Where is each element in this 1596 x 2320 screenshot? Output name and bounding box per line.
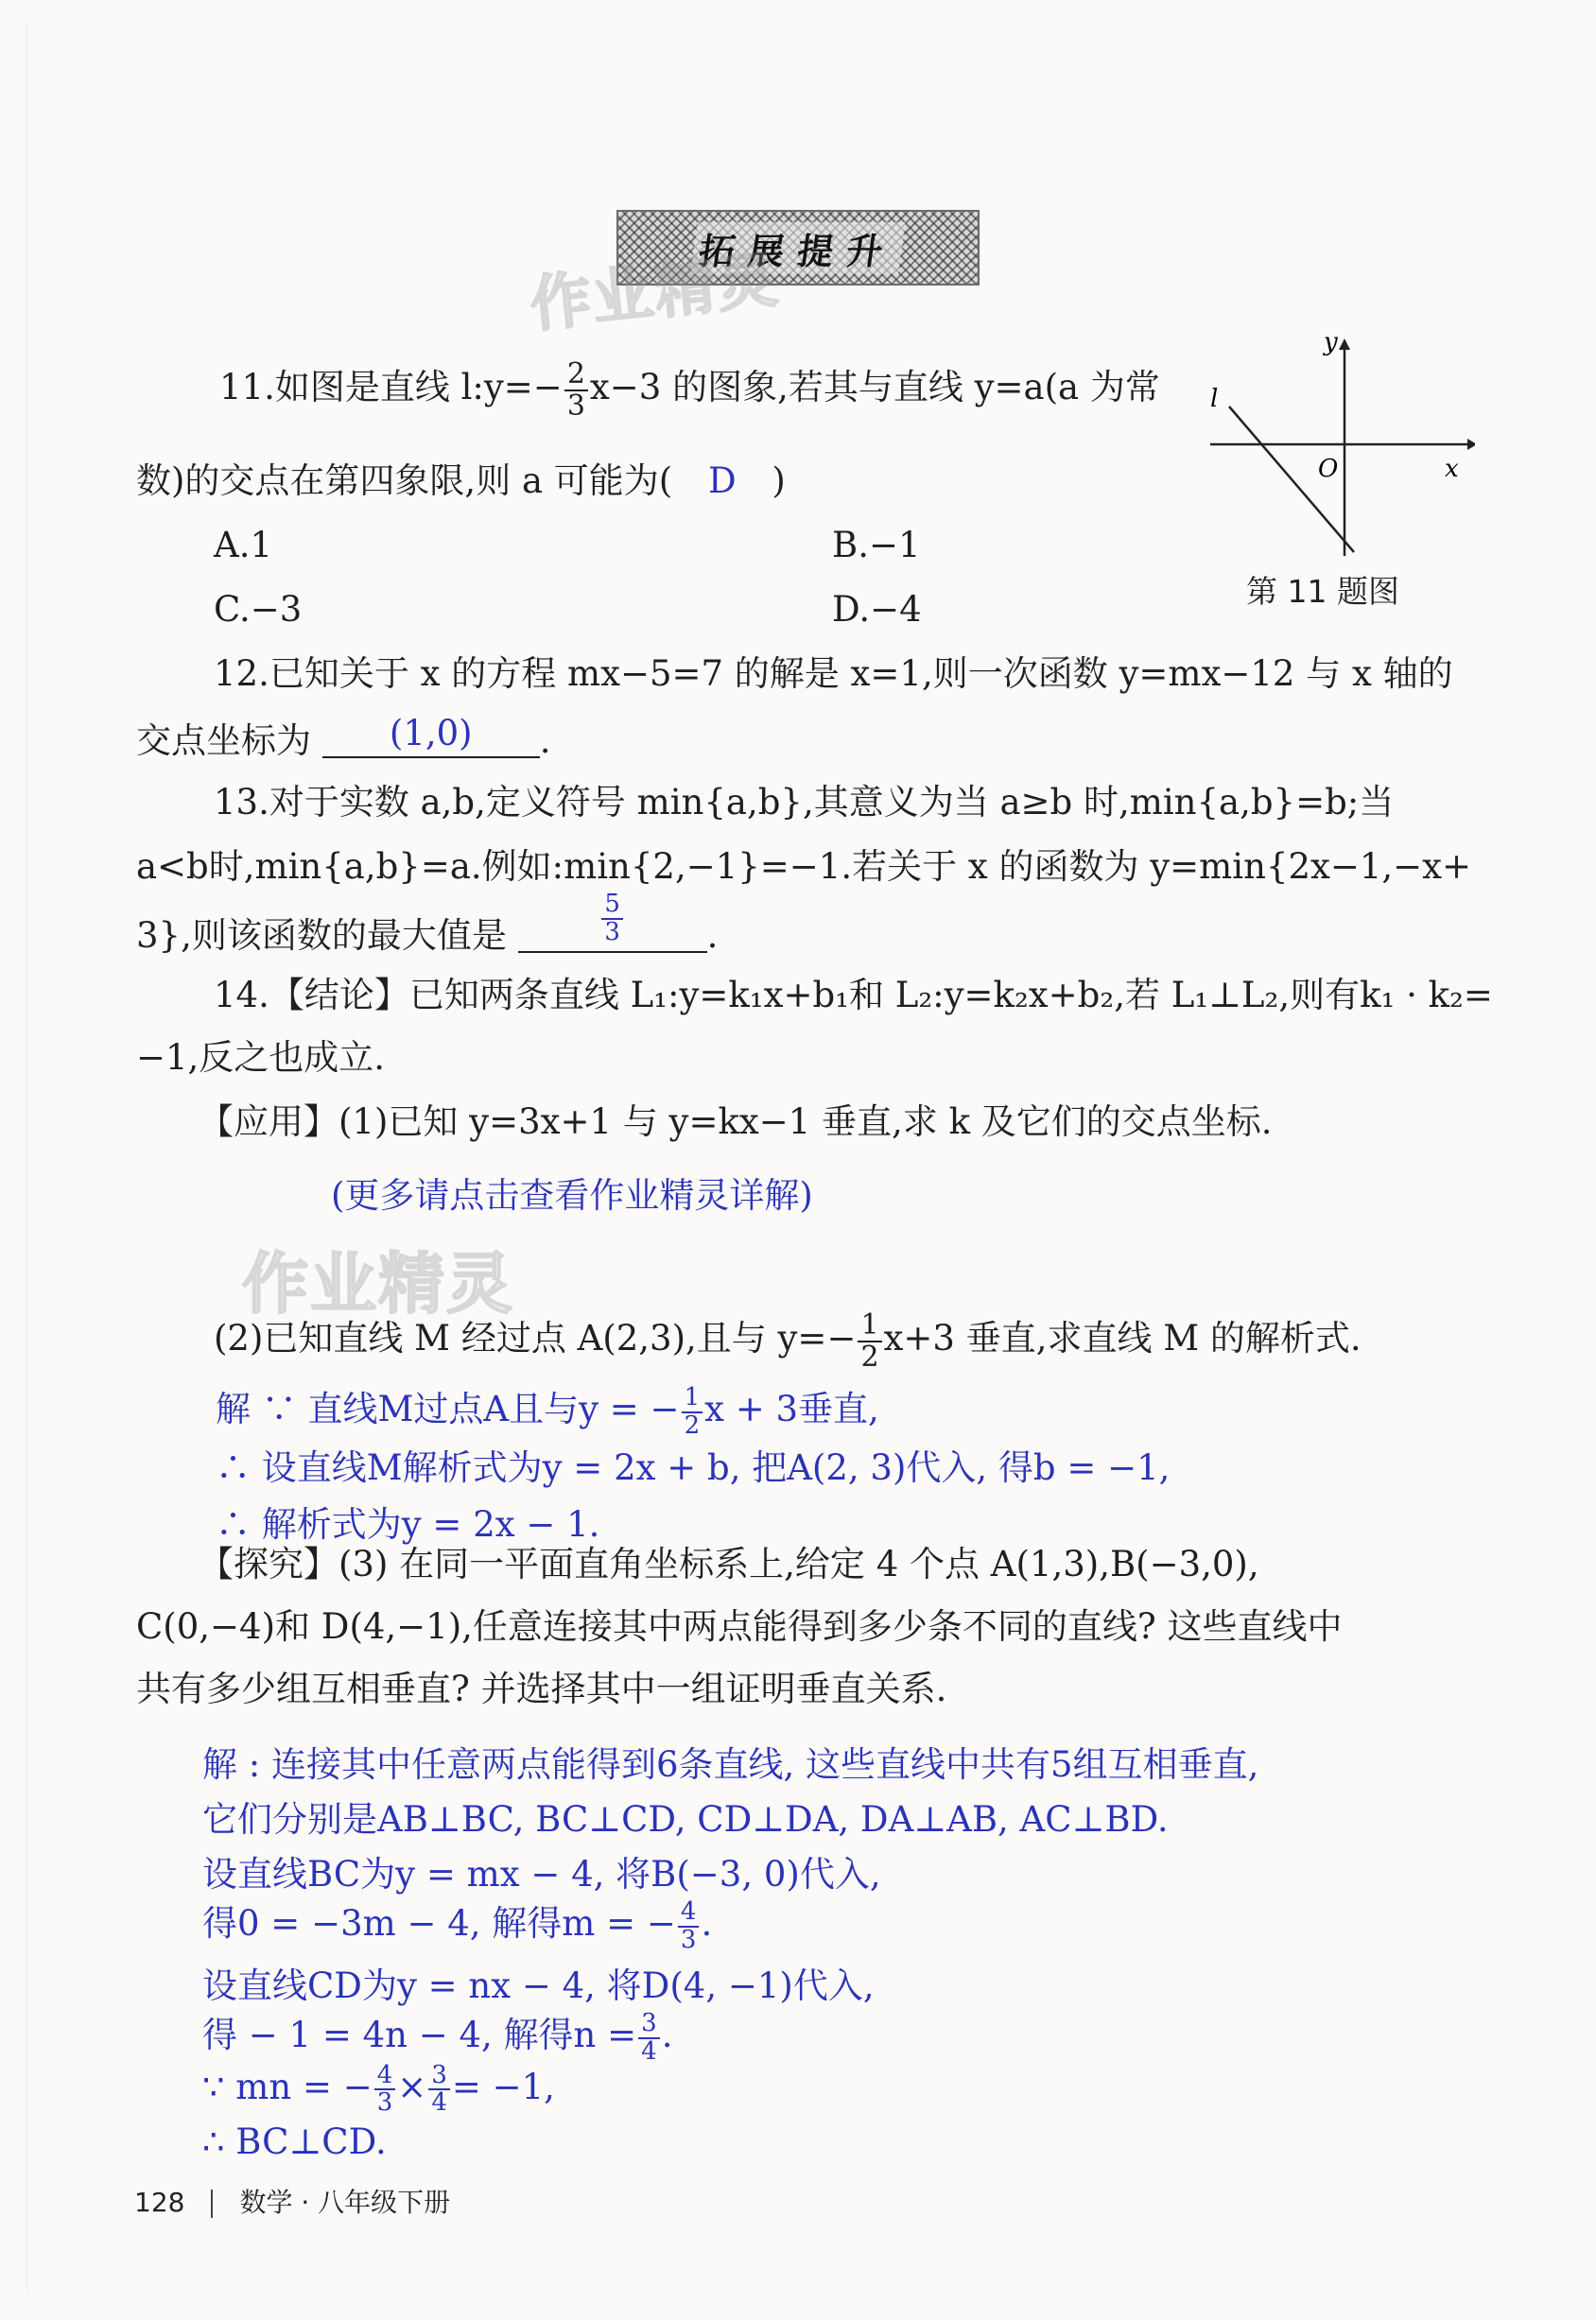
sol2-line1-prefix: 解 ∵ 直线M过点A且与y = − bbox=[216, 1389, 680, 1429]
q13-answer bbox=[518, 892, 707, 945]
sol3-line4-num: 4 bbox=[678, 1899, 700, 1927]
sol3-line4-prefix: 得0 = −3m − 4, 解得m = − bbox=[202, 1903, 676, 1944]
q14-sol3-line6 bbox=[202, 2006, 672, 2065]
q13-period: . bbox=[706, 915, 719, 956]
q11-prefix: 11.如图是直线 l:y=− bbox=[219, 367, 563, 407]
sol3-line6-suffix: . bbox=[661, 2015, 673, 2055]
q14-application2 bbox=[214, 1310, 1362, 1372]
sol2-line1-suffix: x + 3垂直, bbox=[704, 1389, 879, 1429]
sol2-fraction bbox=[682, 1385, 703, 1439]
q13-answer-blank bbox=[518, 890, 707, 953]
q14-explore-line3: 共有多少组互相垂直? 并选择其中一组证明垂直关系. bbox=[136, 1669, 947, 1709]
q11-line2 bbox=[136, 460, 786, 501]
q14-explore-line2: C(0,−4)和 D(4,−1),任意连接其中两点能得到多少条不同的直线? 这些直线中 bbox=[136, 1606, 1343, 1647]
q14-line1: 14.【结论】已知两条直线 L₁:y=k₁x+b₁和 L₂:y=k₂x+b₂,若 L₁⊥L₂,则有k₁ · k₂= bbox=[214, 975, 1493, 1015]
q12-answer-blank bbox=[322, 713, 540, 758]
sol3-line7-num1: 4 bbox=[374, 2063, 396, 2090]
q11-fraction bbox=[564, 359, 588, 421]
sol3-line7-prefix: ∵ mn = − bbox=[202, 2066, 373, 2107]
line-l-label: l bbox=[1210, 385, 1219, 413]
q11-option-a: A.1 bbox=[214, 525, 273, 565]
sol2-frac-den: 2 bbox=[684, 1411, 701, 1440]
footer-divider bbox=[211, 2190, 213, 2218]
sol3-line6-num: 3 bbox=[638, 2011, 660, 2038]
q11-option-b: B.−1 bbox=[832, 525, 921, 565]
sol3-line4-suffix: . bbox=[701, 1903, 713, 1944]
q14-sol2-line1 bbox=[216, 1380, 879, 1439]
q11-line1 bbox=[219, 359, 1160, 421]
q14-sol3-line7 bbox=[202, 2063, 555, 2117]
q12-period: . bbox=[539, 720, 551, 761]
sol3-line4-den: 3 bbox=[680, 1925, 697, 1954]
watermark-middle: 作业精灵 bbox=[242, 1245, 514, 1323]
q11-answer: D bbox=[707, 460, 737, 501]
q14-app2-num: 1 bbox=[858, 1310, 881, 1342]
q14-app2-den: 2 bbox=[860, 1340, 879, 1374]
sol3-line7-times: × bbox=[397, 2066, 427, 2107]
origin-label: O bbox=[1318, 455, 1339, 483]
watermark-top: 作业精灵 bbox=[527, 245, 783, 341]
x-axis-label: x bbox=[1445, 455, 1459, 483]
section-title: 拓展提升 bbox=[690, 222, 906, 274]
sol3-line4-fraction bbox=[678, 1899, 700, 1953]
q12-line2 bbox=[136, 713, 551, 761]
q14-sol3-line1: 解 : 连接其中任意两点能得到6条直线, 这些直线中共有5组互相垂直, bbox=[202, 1744, 1259, 1785]
q14-sol2-line2: ∴ 设直线M解析式为y = 2x + b, 把A(2, 3)代入, 得b = −1, bbox=[216, 1447, 1171, 1488]
sol2-frac-num: 1 bbox=[682, 1385, 703, 1412]
q13-answer-den: 3 bbox=[604, 917, 620, 946]
sol3-line7-den2: 4 bbox=[431, 2088, 447, 2118]
q14-app2-suffix: x+3 垂直,求直线 M 的解析式. bbox=[883, 1318, 1362, 1359]
q12-answer: (1,0) bbox=[389, 713, 473, 753]
q14-application1: 【应用】(1)已知 y=3x+1 与 y=kx−1 垂直,求 k 及它们的交点坐标. bbox=[199, 1101, 1273, 1142]
q14-sol3-line5: 设直线CD为y = nx − 4, 将D(4, −1)代入, bbox=[202, 1965, 875, 2006]
q13-answer-num: 5 bbox=[601, 892, 623, 919]
q14-sol3-line8: ∴ BC⊥CD. bbox=[202, 2121, 387, 2162]
q13-line3 bbox=[136, 890, 719, 956]
q14-sol2-line3: ∴ 解析式为y = 2x − 1. bbox=[216, 1504, 600, 1545]
q14-app2-fraction bbox=[858, 1310, 881, 1372]
sol3-line7-fraction1 bbox=[374, 2063, 396, 2117]
figure-caption: 第 11 题图 bbox=[1246, 573, 1399, 610]
q11-option-c: C.−3 bbox=[214, 589, 303, 630]
y-axis-arrow bbox=[1339, 338, 1350, 350]
q14-explore-line1: 【探究】(3) 在同一平面直角坐标系上,给定 4 个点 A(1,3),B(−3,0), bbox=[199, 1544, 1259, 1584]
y-axis-label: y bbox=[1324, 329, 1338, 356]
q11-close-paren: ) bbox=[772, 460, 786, 501]
q11-option-d: D.−4 bbox=[832, 589, 922, 630]
q13-line2: a<b时,min{a,b}=a.例如:min{2,−1}=−1.若关于 x 的函数为 y=min{2x−1,−x+ bbox=[136, 846, 1472, 887]
sol3-line6-den: 4 bbox=[641, 2036, 657, 2066]
page-number: 128 bbox=[134, 2187, 185, 2218]
sol3-line7-num2: 3 bbox=[428, 2063, 450, 2090]
page-footer bbox=[134, 2182, 450, 2220]
sol3-line6-fraction bbox=[638, 2011, 660, 2065]
book-title: 数学 · 八年级下册 bbox=[239, 2187, 451, 2218]
q14-sol3-line3: 设直线BC为y = mx − 4, 将B(−3, 0)代入, bbox=[202, 1854, 881, 1895]
sol3-line7-suffix: = −1, bbox=[451, 2066, 555, 2107]
q14-sol3-line2: 它们分别是AB⊥BC, BC⊥CD, CD⊥DA, DA⊥AB, AC⊥BD. bbox=[202, 1799, 1169, 1840]
sol3-line7-fraction2 bbox=[428, 2063, 450, 2117]
q11-frac-num: 2 bbox=[564, 359, 588, 391]
sol3-line7-den1: 3 bbox=[376, 2088, 393, 2118]
q11-line2-text: 数)的交点在第四象限,则 a 可能为( bbox=[136, 460, 673, 501]
q14-app1-note[interactable]: (更多请点击查看作业精灵详解) bbox=[331, 1175, 813, 1216]
q14-sol3-line4 bbox=[202, 1895, 712, 1953]
q11-frac-den: 3 bbox=[566, 389, 585, 423]
q13-line3-prefix: 3},则该函数的最大值是 bbox=[136, 915, 507, 956]
sol3-line6-prefix: 得 − 1 = 4n − 4, 解得n = bbox=[202, 2015, 637, 2055]
q12-line2-prefix: 交点坐标为 bbox=[136, 720, 311, 761]
q13-line1: 13.对于实数 a,b,定义符号 min{a,b},其意义为当 a≥b 时,min{a,b}=b;当 bbox=[214, 782, 1395, 822]
q11-suffix: x−3 的图象,若其与直线 y=a(a 为常 bbox=[589, 367, 1160, 407]
q12-line1: 12.已知关于 x 的方程 mx−5=7 的解是 x=1,则一次函数 y=mx−12 与 x 轴的 bbox=[214, 653, 1453, 694]
q14-app2-prefix: (2)已知直线 M 经过点 A(2,3),且与 y=− bbox=[214, 1318, 857, 1359]
q14-line2: −1,反之也成立. bbox=[136, 1037, 386, 1078]
x-axis-arrow bbox=[1467, 439, 1475, 450]
